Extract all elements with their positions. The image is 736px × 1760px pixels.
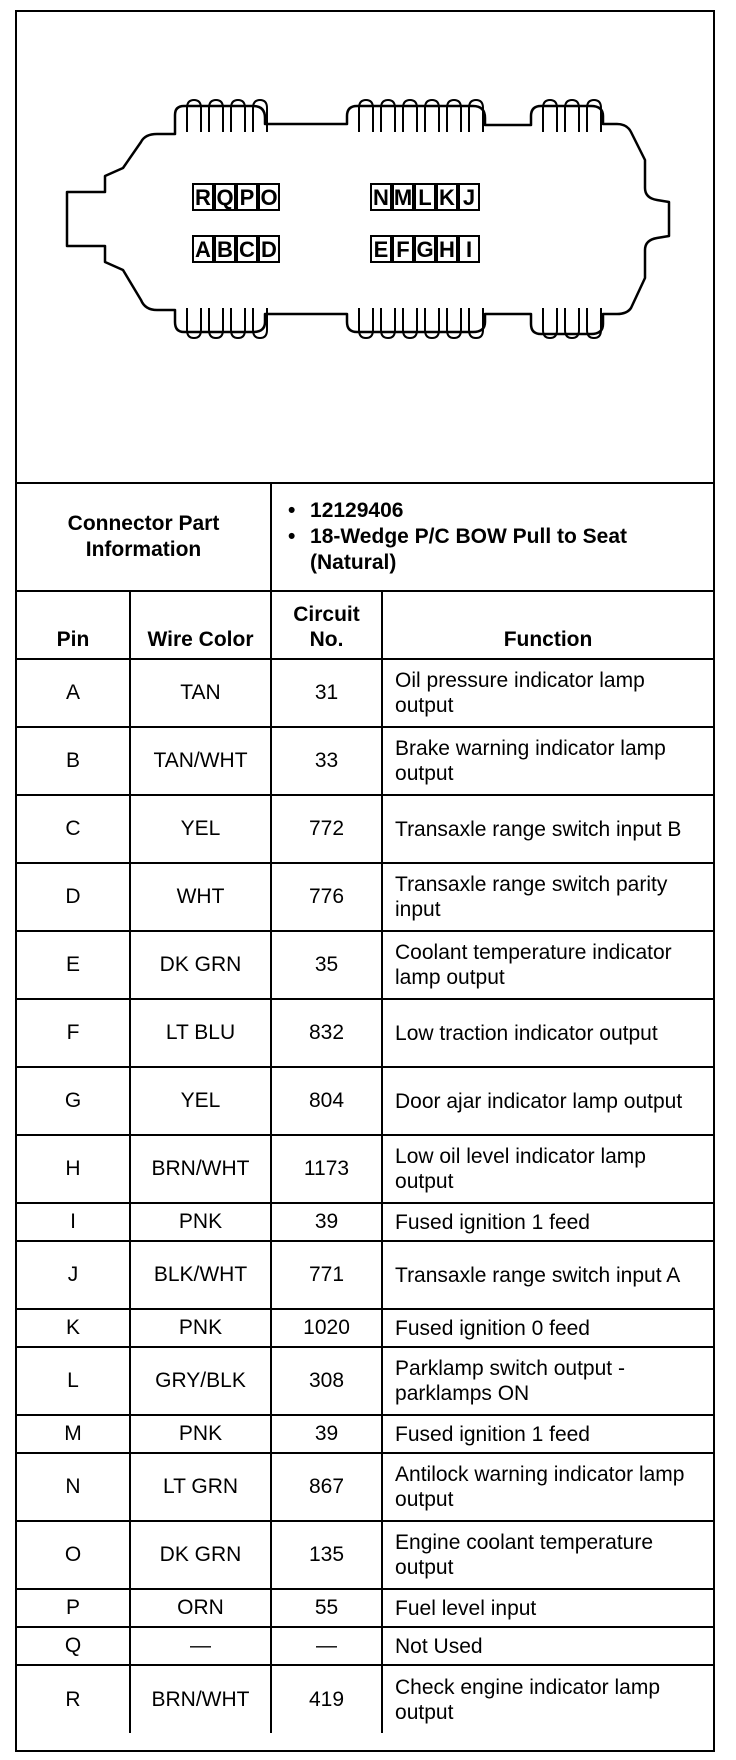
pin-letter: O	[260, 185, 278, 210]
function-cell: Low oil level indicator lamp output	[382, 1135, 713, 1203]
function-cell: Coolant temperature indicator lamp output	[382, 931, 713, 999]
function-cell: Fused ignition 0 feed	[382, 1309, 713, 1347]
table-row	[17, 1203, 713, 1241]
table-row	[17, 931, 713, 999]
pin-cell: F	[17, 999, 130, 1067]
pin-letter: L	[418, 185, 432, 210]
connector-bottom-pin-row	[193, 236, 479, 262]
pin-cavity-d	[259, 236, 279, 262]
pinout-table	[17, 482, 713, 1733]
circuit-cell: 804	[271, 1067, 382, 1135]
table-row	[17, 659, 713, 727]
pin-cell: K	[17, 1309, 130, 1347]
circuit-cell: 308	[271, 1347, 382, 1415]
header-wire-color: Wire Color	[130, 591, 271, 659]
function-cell: Antilock warning indicator lamp output	[382, 1453, 713, 1521]
connector-document	[15, 10, 715, 1752]
header-circuit-line2: No.	[309, 628, 344, 651]
circuit-cell: 867	[271, 1453, 382, 1521]
circuit-cell: 776	[271, 863, 382, 931]
circuit-cell: 35	[271, 931, 382, 999]
pin-letter: Q	[216, 185, 234, 210]
pin-cell: J	[17, 1241, 130, 1309]
pin-cavity-e	[371, 236, 391, 262]
wire-color-cell: PNK	[130, 1203, 271, 1241]
connector-fin	[359, 308, 373, 338]
wire-color-cell: BRN/WHT	[130, 1665, 271, 1733]
pin-cavity-q	[215, 184, 235, 210]
pin-letter: A	[195, 237, 211, 262]
wire-color-cell: DK GRN	[130, 931, 271, 999]
circuit-cell: 771	[271, 1241, 382, 1309]
pin-cavity-c	[237, 236, 257, 262]
circuit-cell: 1173	[271, 1135, 382, 1203]
pin-cavity-a	[193, 236, 213, 262]
wire-color-cell: WHT	[130, 863, 271, 931]
circuit-cell: 39	[271, 1415, 382, 1453]
connector-fin	[447, 308, 461, 338]
header-circuit-line1: Circuit	[293, 603, 360, 626]
connector-info-row	[17, 483, 713, 591]
table-row	[17, 1415, 713, 1453]
pin-cavity-g	[415, 236, 435, 262]
pin-letter: H	[439, 237, 455, 262]
table-row	[17, 1665, 713, 1733]
table-row	[17, 1241, 713, 1309]
wire-color-cell: YEL	[130, 795, 271, 863]
connector-info-values	[271, 483, 713, 591]
header-pin: Pin	[17, 591, 130, 659]
table-row	[17, 1347, 713, 1415]
pin-letter: B	[217, 237, 233, 262]
function-cell: Fused ignition 1 feed	[382, 1203, 713, 1241]
table-row	[17, 1135, 713, 1203]
table-header-row	[17, 591, 713, 659]
pin-letter: N	[373, 185, 389, 210]
connector-body-outline	[67, 106, 669, 334]
pin-cell: B	[17, 727, 130, 795]
pin-cavity-k	[437, 184, 457, 210]
pin-cavity-p	[237, 184, 257, 210]
circuit-cell: 832	[271, 999, 382, 1067]
pin-letter: I	[465, 237, 473, 262]
wire-color-cell: DK GRN	[130, 1521, 271, 1589]
pin-letter: J	[462, 185, 476, 210]
header-function: Function	[382, 591, 713, 659]
pin-cavity-r	[193, 184, 213, 210]
connector-description: • 18-Wedge P/C BOW Pull to Seat (Natural)	[302, 524, 703, 576]
table-row	[17, 1627, 713, 1665]
pin-cell: D	[17, 863, 130, 931]
function-cell: Transaxle range switch parity input	[382, 863, 713, 931]
pin-letter: D	[261, 237, 277, 262]
pin-letter: C	[239, 237, 255, 262]
connector-part-number: • 12129406	[302, 498, 703, 524]
pin-letter: M	[393, 185, 413, 210]
pin-letter: P	[239, 185, 255, 210]
pin-cell: M	[17, 1415, 130, 1453]
function-cell: Brake warning indicator lamp output	[382, 727, 713, 795]
wire-color-cell: PNK	[130, 1415, 271, 1453]
connector-fin	[403, 308, 417, 338]
table-row	[17, 1309, 713, 1347]
function-cell: Fuel level input	[382, 1589, 713, 1627]
pin-letter: G	[416, 237, 434, 262]
connector-fin	[425, 308, 439, 338]
header-circuit-no	[271, 591, 382, 659]
pin-cell: H	[17, 1135, 130, 1203]
wire-color-cell: —	[130, 1627, 271, 1665]
pin-cavity-h	[437, 236, 457, 262]
wire-color-cell: LT GRN	[130, 1453, 271, 1521]
circuit-cell: 135	[271, 1521, 382, 1589]
function-cell: Low traction indicator output	[382, 999, 713, 1067]
table-row	[17, 999, 713, 1067]
pin-cavity-l	[415, 184, 435, 210]
table-row	[17, 795, 713, 863]
wire-color-cell: ORN	[130, 1589, 271, 1627]
function-cell: Fused ignition 1 feed	[382, 1415, 713, 1453]
pin-letter: K	[439, 185, 455, 210]
table-row	[17, 1589, 713, 1627]
pin-cell: O	[17, 1521, 130, 1589]
wire-color-cell: BLK/WHT	[130, 1241, 271, 1309]
function-cell: Not Used	[382, 1627, 713, 1665]
connector-fin	[469, 308, 483, 338]
pin-cavity-i	[459, 236, 479, 262]
wire-color-cell: GRY/BLK	[130, 1347, 271, 1415]
pin-cell: C	[17, 795, 130, 863]
pin-cell: G	[17, 1067, 130, 1135]
function-cell: Oil pressure indicator lamp output	[382, 659, 713, 727]
pin-letter: E	[373, 237, 389, 262]
wire-color-cell: LT BLU	[130, 999, 271, 1067]
circuit-cell: 31	[271, 659, 382, 727]
circuit-cell: 419	[271, 1665, 382, 1733]
table-row	[17, 1453, 713, 1521]
table-row	[17, 1521, 713, 1589]
pin-cell: Q	[17, 1627, 130, 1665]
function-cell: Door ajar indicator lamp output	[382, 1067, 713, 1135]
wire-color-cell: TAN/WHT	[130, 727, 271, 795]
pin-cell: E	[17, 931, 130, 999]
wire-color-cell: PNK	[130, 1309, 271, 1347]
pin-cavity-j	[459, 184, 479, 210]
pin-cell: N	[17, 1453, 130, 1521]
circuit-cell: 772	[271, 795, 382, 863]
pin-cell: L	[17, 1347, 130, 1415]
pin-cell: A	[17, 659, 130, 727]
circuit-cell: 39	[271, 1203, 382, 1241]
wire-color-cell: TAN	[130, 659, 271, 727]
pin-cell: P	[17, 1589, 130, 1627]
pin-cavity-f	[393, 236, 413, 262]
pin-cavity-b	[215, 236, 235, 262]
connector-info-label: Connector Part Information	[17, 483, 271, 591]
pin-cavity-m	[393, 184, 413, 210]
pin-cell: I	[17, 1203, 130, 1241]
function-cell: Transaxle range switch input A	[382, 1241, 713, 1309]
connector-face-drawing	[17, 12, 713, 482]
connector-fin	[187, 308, 201, 338]
wire-color-cell: YEL	[130, 1067, 271, 1135]
table-row	[17, 1067, 713, 1135]
pin-cavity-o	[259, 184, 279, 210]
table-row	[17, 727, 713, 795]
circuit-cell: 33	[271, 727, 382, 795]
pin-letter: R	[195, 185, 211, 210]
function-cell: Parklamp switch output - parklamps ON	[382, 1347, 713, 1415]
connector-diagram	[17, 12, 713, 484]
function-cell: Check engine indicator lamp output	[382, 1665, 713, 1733]
circuit-cell: —	[271, 1627, 382, 1665]
pin-cavity-n	[371, 184, 391, 210]
pin-cell: R	[17, 1665, 130, 1733]
function-cell: Transaxle range switch input B	[382, 795, 713, 863]
pin-letter: F	[396, 237, 410, 262]
wire-color-cell: BRN/WHT	[130, 1135, 271, 1203]
connector-fin	[381, 308, 395, 338]
connector-top-pin-row	[193, 184, 479, 210]
connector-info-list	[272, 492, 713, 582]
circuit-cell: 1020	[271, 1309, 382, 1347]
connector-fin	[231, 308, 245, 338]
circuit-cell: 55	[271, 1589, 382, 1627]
function-cell: Engine coolant temperature output	[382, 1521, 713, 1589]
connector-fin	[209, 308, 223, 338]
table-row	[17, 863, 713, 931]
